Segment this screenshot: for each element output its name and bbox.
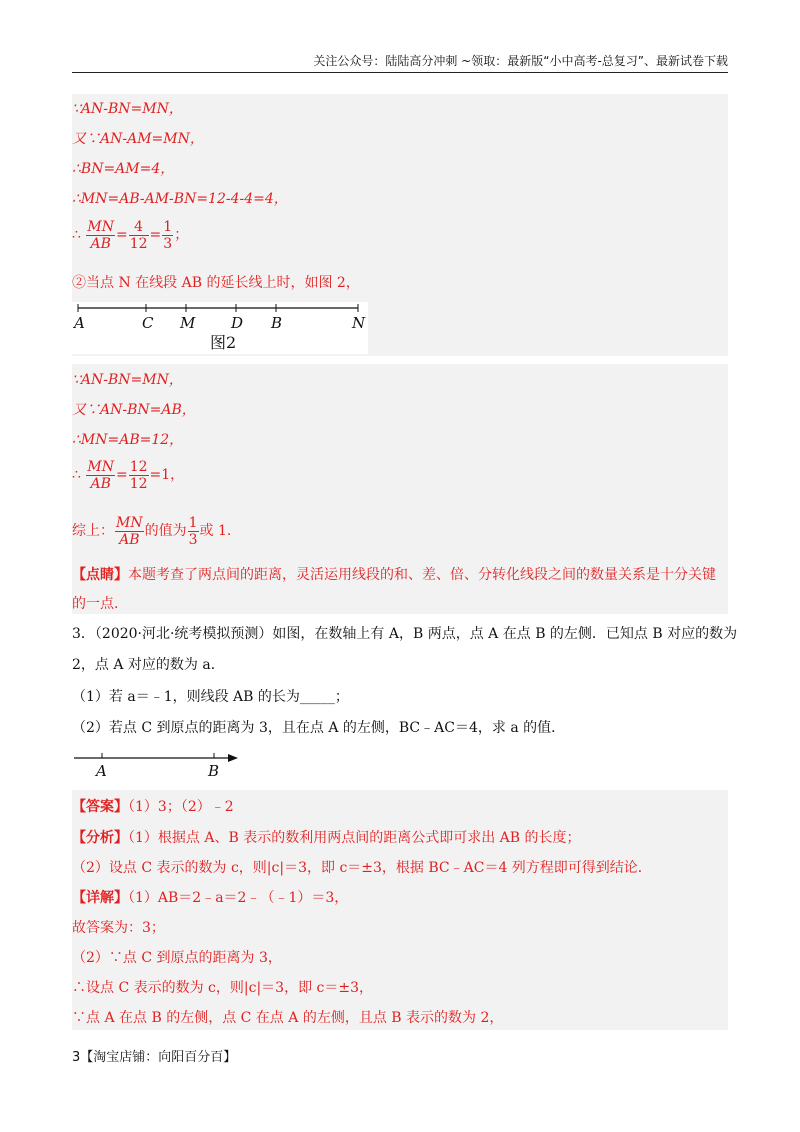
header-text: 关注公众号：陆陆高分冲刺 ~领取：最新版“小中高考-总复习”、最新试卷下载 [313,54,728,68]
answer-line [72,797,234,817]
point-label-m: M [180,314,196,332]
arrow-right-icon [228,754,238,762]
sub-question-2: （2）若点 C 到原点的距离为 3，且在点 A 的左侧，BC﹣AC＝4，求 a 的值． [72,720,566,736]
detail-text: （1）AB＝2﹣a＝2﹣（﹣1）＝3， [128,890,349,906]
sub-question-1: （1）若 a＝﹣1，则线段 AB 的长为_____； [72,689,349,705]
number-line-figure [72,748,242,780]
fraction: $\frac{12}{12}$ [129,458,148,492]
question-stem: 3．（2020·河北·统考模拟预测）如图，在数轴上有 A，B 两点，点 A 在点 B 的左侧．已知点 B 对应的数为 [72,626,738,642]
proof-line: ∵AN-BN=MN， [72,101,183,117]
proof-line: ∴MN=AB=12， [72,432,184,448]
point-label-d: D [231,314,244,332]
analysis-text: （1）根据点 A、B 表示的数利用两点间的距离公式即可求出 AB 的长度； [128,830,581,846]
fraction: $\frac{MN}{AB}$ [116,514,143,548]
detail-line-2: 故答案为：3； [72,920,165,936]
detail-line [72,888,348,908]
detail-tag: 【详解】 [72,890,128,906]
fraction: $\frac{MN}{AB}$ [87,218,114,252]
proof-line: ∵AN-BN=MN， [72,372,183,388]
point-label-c: C [142,314,154,332]
summary-equation: 综上： $\frac{MN}{AB}$ 的值为 $\frac{1}{3}$ 或 1. [72,514,232,548]
comment-tag: 【点睛】 [72,567,128,583]
detail-line-4: ∴设点 C 表示的数为 c，则|c|＝3，即 c＝±3， [72,980,374,996]
fraction-equation: ∴ $\frac{MN}{AB}$ = $\frac{4}{12}$ = $\frac{1}{3}$ ； [72,218,189,252]
analysis-tag: 【分析】 [72,830,128,846]
fraction-equation: ∴ $\frac{MN}{AB}$ = $\frac{12}{12}$ =1， [72,458,185,492]
figure-caption: 图2 [210,333,237,352]
proof-line: 又∵AN-AM=MN， [72,131,204,147]
analysis-line [72,828,581,848]
axis-label-a: A [96,762,107,780]
axis-label-b: B [208,762,220,780]
fraction: $\frac{1}{3}$ [188,514,198,548]
page-footer: 3【淘宝店铺：向阳百分百】 [72,1050,237,1065]
analysis-line-2: （2）设点 C 表示的数为 c，则|c|＝3，即 c＝±3，根据 BC﹣AC＝4 列方程即可得到结论． [72,860,652,876]
fraction: $\frac{4}{12}$ [129,218,148,252]
comment-text: 本题考查了两点间的距离，灵活运用线段的和、差、倍、分转化线段之间的数量关系是十分关键 [128,567,716,583]
fraction: $\frac{1}{3}$ [163,218,173,252]
page-header [72,52,728,73]
fraction: $\frac{MN}{AB}$ [87,458,114,492]
answer-tag: 【答案】 [72,799,128,815]
proof-line: ∴MN=AB-AM-BN=12-4-4=4， [72,191,288,207]
point-label-n: N [352,314,366,332]
proof-line: 又∵AN-BN=AB， [72,402,196,418]
comment-line [72,565,716,585]
point-label-a: A [74,314,85,332]
case-heading: ②当点 N 在线段 AB 的延长线上时，如图 2， [72,275,360,291]
therefore-symbol: ∴ [72,227,81,243]
figure-2 [72,302,368,354]
proof-line: ∴BN=AM=4， [72,161,175,177]
detail-line-3: （2）∵点 C 到原点的距离为 3， [72,950,282,966]
detail-line-5: ∵点 A 在点 B 的左侧，点 C 在点 A 的左侧，且点 B 表示的数为 2， [72,1010,504,1026]
point-label-b: B [271,314,283,332]
therefore-symbol: ∴ [72,467,81,483]
answer-text: （1）3；（2）﹣2 [128,799,234,815]
question-stem-2: 2，点 A 对应的数为 a． [72,657,225,673]
comment-line-2: 的一点. [72,596,119,612]
summary-prefix: 综上： [72,523,114,539]
